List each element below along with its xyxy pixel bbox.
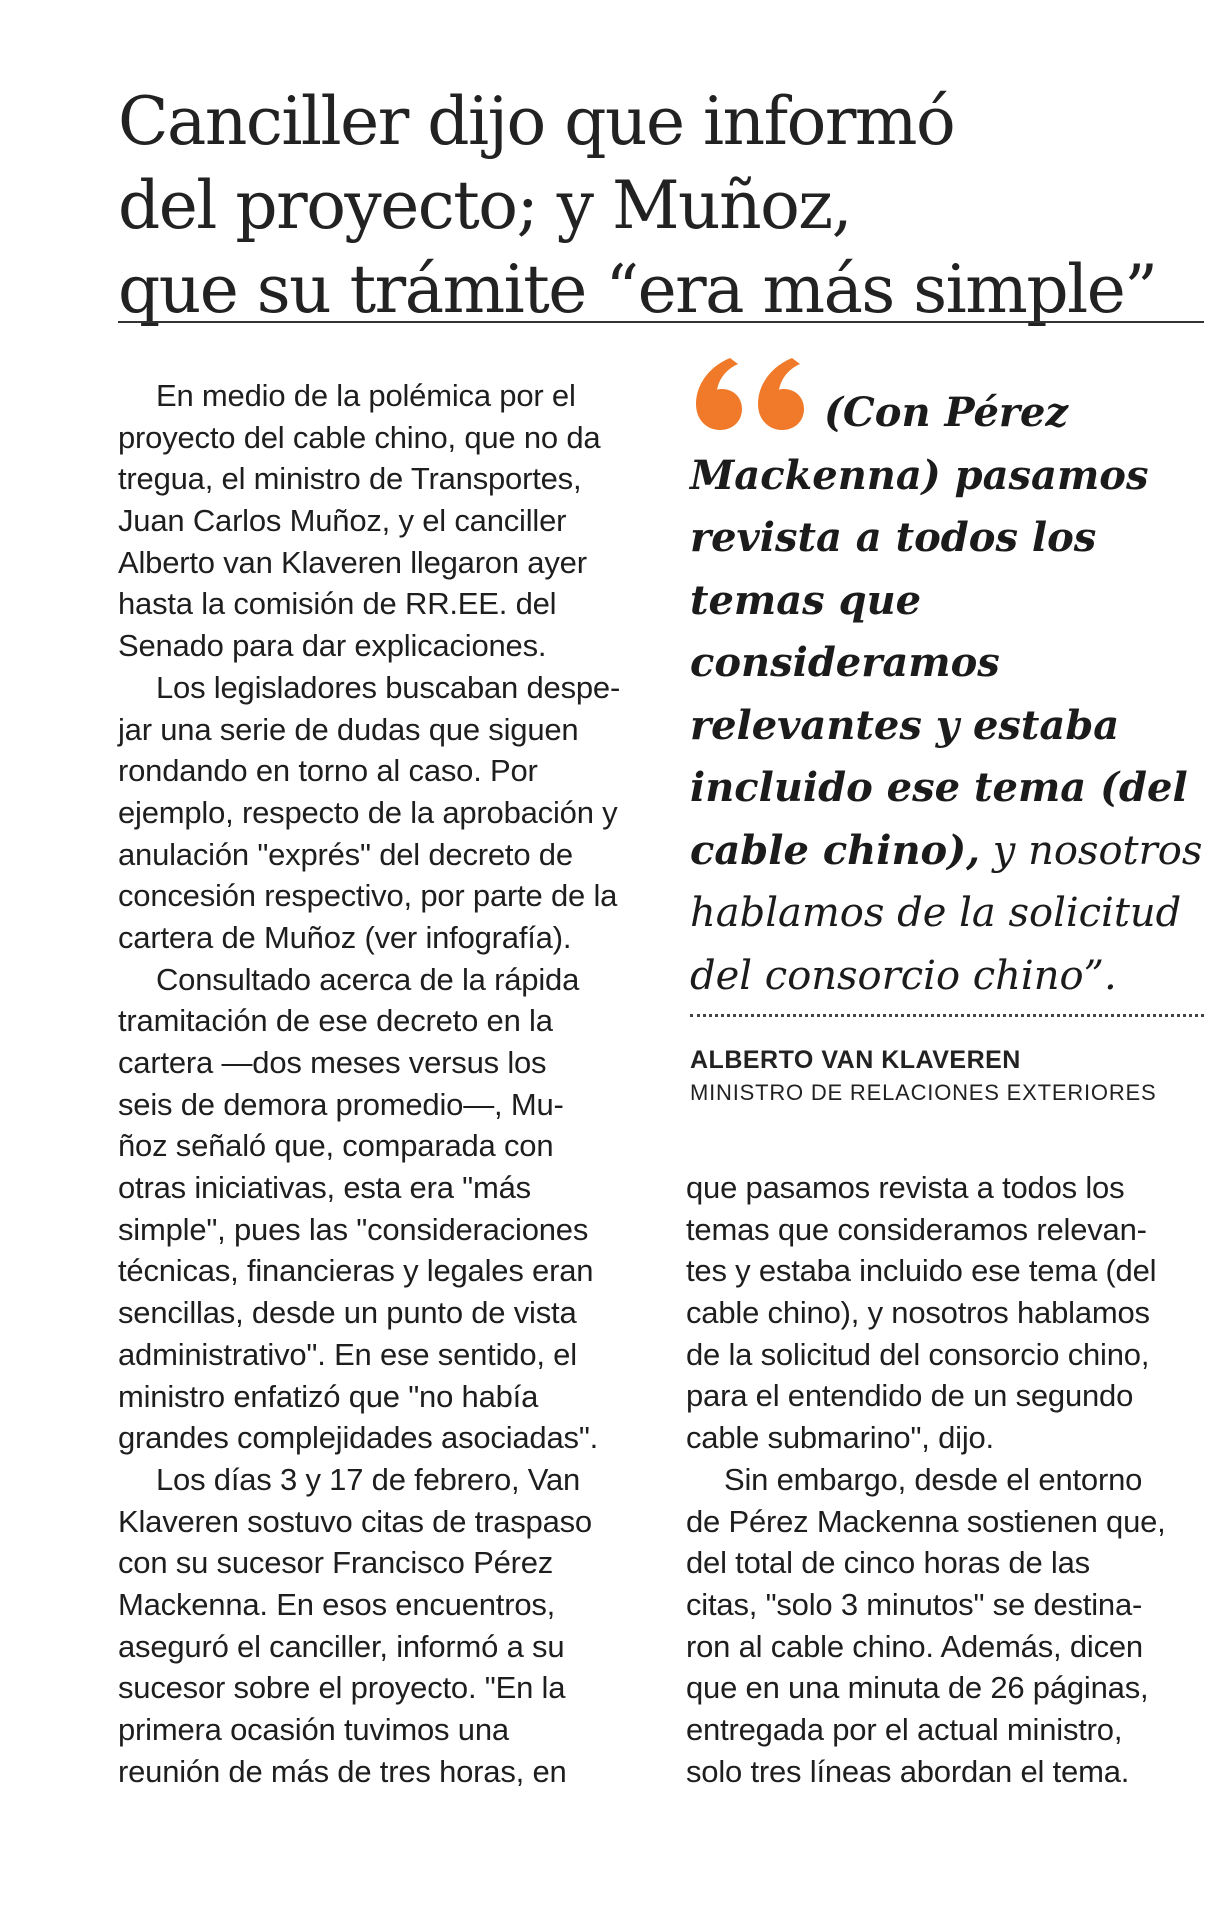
body-line: anulación "exprés" del decreto de <box>118 836 573 872</box>
body-line: entregada por el actual ministro, <box>686 1711 1123 1747</box>
quote-line: (Con Pérez <box>824 389 1069 436</box>
quote-line: hablamos de la solicitud <box>690 890 1182 936</box>
quote-divider <box>690 1014 1204 1017</box>
body-line: rondando en torno al caso. Por <box>118 753 538 789</box>
body-line: Alberto van Klaveren llegaron ayer <box>118 544 587 580</box>
body-line: grandes complejidades asociadas". <box>118 1420 599 1456</box>
body-line: sencillas, desde un punto de vista <box>118 1295 577 1331</box>
body-line: con su sucesor Francisco Pérez <box>118 1545 554 1581</box>
quote-line: del consorcio chino”. <box>690 952 1117 999</box>
body-line: Consultado acerca de la rápida <box>156 961 580 997</box>
body-line: tes y estaba incluido ese tema (del <box>686 1253 1157 1289</box>
quote-line-mixed <box>690 820 1206 883</box>
headline-rule <box>118 321 1204 323</box>
body-line: simple", pues las "consideraciones <box>118 1211 589 1247</box>
body-line: cartera de Muñoz (ver infografía). <box>118 919 572 955</box>
quote-line: revista a todos los <box>690 514 1097 561</box>
body-line: tramitación de ese decreto en la <box>118 1003 553 1039</box>
article-column-right <box>686 1167 1206 1792</box>
body-line: de la solicitud del consorcio chino, <box>686 1336 1150 1372</box>
body-line: tregua, el ministro de Transportes, <box>118 461 582 497</box>
quote-attribution-name: ALBERTO VAN KLAVEREN <box>690 1046 1021 1074</box>
body-line: técnicas, financieras y legales eran <box>118 1253 594 1289</box>
body-line: hasta la comisión de RR.EE. del <box>118 586 557 622</box>
body-line: reunión de más de tres horas, en <box>118 1753 567 1789</box>
body-line: En medio de la polémica por el <box>156 378 576 413</box>
body-line: sucesor sobre el proyecto. "En la <box>118 1670 566 1706</box>
body-line: ministro enfatizó que "no había <box>118 1378 539 1414</box>
body-line: Juan Carlos Muñoz, y el canciller <box>118 503 567 539</box>
body-line: Klaveren sostuvo citas de traspaso <box>118 1503 592 1539</box>
body-line: cartera —dos meses versus los <box>118 1045 547 1080</box>
body-line: Los días 3 y 17 de febrero, Van <box>156 1461 581 1497</box>
article-column-left <box>118 375 640 1792</box>
quote-line: Mackenna) pasamos <box>690 451 1149 499</box>
body-line: cable submarino", dijo. <box>686 1420 994 1456</box>
body-line: Sin embargo, desde el entorno <box>724 1461 1143 1497</box>
body-line: que en una minuta de 26 páginas, <box>686 1670 1149 1706</box>
body-line: jar una serie de dudas que siguen <box>118 711 579 747</box>
body-line: de Pérez Mackenna sostienen que, <box>686 1503 1166 1539</box>
body-line: Senado para dar explicaciones. <box>118 628 547 664</box>
body-line: del total de cinco horas de las <box>686 1545 1090 1581</box>
body-line: proyecto del cable chino, que no da <box>118 419 601 455</box>
quote-fragment-regular: y nosotros <box>980 827 1203 874</box>
body-line: citas, "solo 3 minutos" se destina- <box>686 1586 1143 1622</box>
body-line: Mackenna. En esos encuentros, <box>118 1586 556 1622</box>
quote-line: consideramos <box>690 639 1000 686</box>
body-line: administrativo". En ese sentido, el <box>118 1336 577 1372</box>
headline <box>118 80 1208 332</box>
headline-line: Canciller dijo que informó <box>118 83 955 160</box>
body-line: ejemplo, respecto de la aprobación y <box>118 794 618 830</box>
body-line: temas que consideramos relevan- <box>686 1211 1147 1247</box>
body-line: solo tres líneas abordan el tema. <box>686 1753 1130 1789</box>
pull-quote-text <box>690 382 1206 1007</box>
body-line: seis de demora promedio—, Mu- <box>118 1086 564 1122</box>
body-line: concesión respectivo, por parte de la <box>118 878 618 914</box>
headline-line: que su trámite “era más simple” <box>118 251 1157 328</box>
headline-line: del proyecto; y Muñoz, <box>118 167 852 244</box>
quote-line: relevantes y estaba <box>690 701 1120 749</box>
quote-attribution-role: MINISTRO DE RELACIONES EXTERIORES <box>690 1080 1157 1105</box>
quote-fragment-bold: cable chino), <box>690 826 981 874</box>
body-line: primera ocasión tuvimos una <box>118 1712 509 1747</box>
quote-line: incluido ese tema (del <box>690 764 1188 811</box>
body-line: ñoz señaló que, comparada con <box>118 1128 554 1164</box>
body-line: que pasamos revista a todos los <box>686 1170 1125 1205</box>
body-line: Los legisladores buscaban despe- <box>156 669 621 705</box>
body-line: aseguró el canciller, informó a su <box>118 1628 565 1664</box>
body-line: otras iniciativas, esta era "más <box>118 1170 531 1206</box>
body-line: para el entendido de un segundo <box>686 1378 1134 1414</box>
quote-line: temas que <box>690 576 922 624</box>
body-line: cable chino), y nosotros hablamos <box>686 1295 1150 1331</box>
body-line: ron al cable chino. Además, dicen <box>686 1628 1143 1664</box>
